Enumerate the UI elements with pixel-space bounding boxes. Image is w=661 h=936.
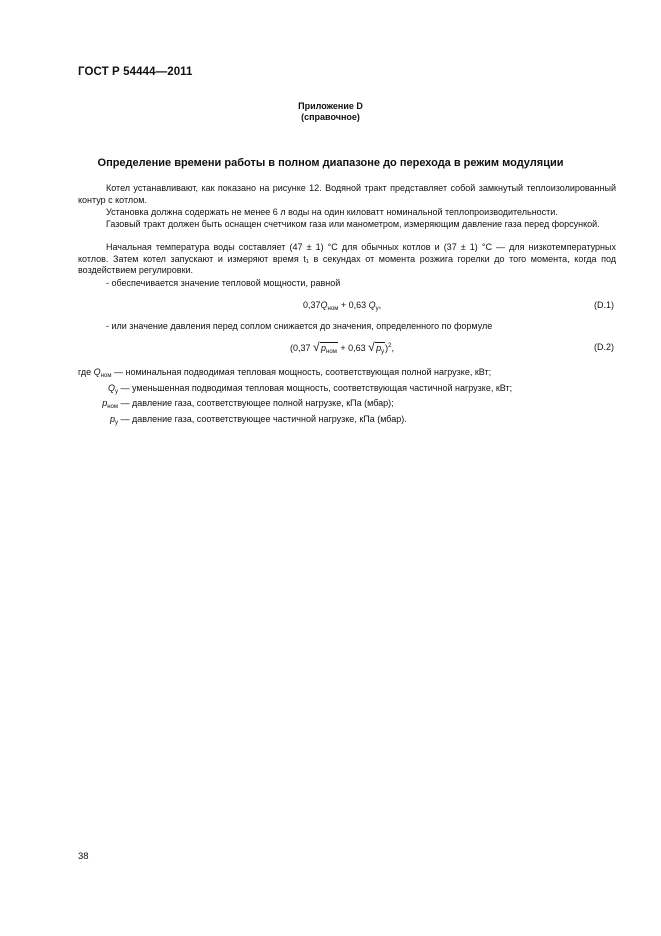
where-symbol: p	[102, 398, 108, 409]
where-subscript: ном	[100, 373, 112, 379]
where-symbol: p	[109, 413, 115, 424]
formula-d2-end: ,	[391, 343, 395, 353]
formula-d2-close: )	[385, 343, 389, 353]
formula-d1-q1: Q	[320, 300, 328, 310]
where-prefix: где	[78, 367, 92, 377]
section-title: Определение времени работы в полном диапазоне до перехода в режим модуляции	[97, 157, 564, 169]
paragraph-1	[78, 183, 616, 206]
formula-d2-open: (0,37	[290, 343, 311, 353]
where-text: — номинальная подводимая тепловая мощность, соответствующая полной нагрузке, кВт;	[113, 367, 492, 377]
bullet-1-text: - обеспечивается значение тепловой мощности, равной	[106, 278, 341, 288]
formula-d2-p1: p	[321, 343, 327, 353]
formula-d1-end: ,	[378, 300, 382, 310]
where-item	[78, 367, 512, 383]
formula-d1-sub1: ном	[327, 306, 339, 312]
formula-d1	[303, 300, 381, 312]
bullet-2	[78, 321, 616, 333]
page-number: 38	[78, 851, 89, 862]
where-text: — давление газа, соответствующее полной нагрузке, кПа (мбар);	[120, 398, 394, 409]
formula-d1-coef-b: + 0,63	[338, 300, 367, 310]
paragraph-2-text: Установка должна содержать не менее 6 л воды на один киловатт номинальной теплопроизводительности.	[106, 207, 558, 217]
where-text: — давление газа, соответствующее частичной нагрузке, кПа (мбар).	[120, 413, 407, 424]
paragraph-3-text: Газовый тракт должен быть оснащен счетчиком газа или манометром, измеряющим давление газа перед форсункой.	[106, 219, 600, 229]
annex-type: (справочное)	[301, 112, 360, 122]
document-header: ГОСТ Р 54444—2011	[78, 66, 193, 78]
formula-d2-sub1: ном	[326, 349, 337, 355]
paragraph-4-text: Начальная температура воды составляет (47 ± 1) °С для обычных котлов и (37 ± 1) °С — для низкотемпературных котлов. Затем котел запускают и измеряют время t₁ в секундах от момента розжига горелки до того момента, когда под воздействием регулировки.	[78, 242, 616, 276]
formula-d1-sub2: у	[375, 306, 379, 312]
where-text: — уменьшенная подводимая тепловая мощность, соответствующая частичной нагрузке, кВт;	[120, 382, 513, 393]
paragraph-1-text: Котел устанавливают, как показано на рисунке 12. Водяной тракт представляет собой замкнутый теплоизолированный контур с котлом.	[78, 183, 616, 205]
formula-d1-number: (D.1)	[594, 300, 614, 310]
where-subscript: у	[115, 388, 118, 395]
sqrt-sign: √ $p_{ном}$	[313, 340, 337, 355]
bullet-1	[78, 278, 616, 290]
where-subscript: ном	[107, 404, 118, 411]
sqrt-sign: √ $p_у$	[368, 340, 385, 355]
formula-d2-number: (D.2)	[594, 342, 614, 352]
where-subscript: у	[115, 419, 118, 426]
paragraph-2	[78, 207, 616, 219]
formula-d1-q2: Q	[368, 300, 376, 310]
where-list	[78, 367, 512, 429]
where-item	[78, 383, 512, 399]
where-item	[78, 414, 512, 430]
where-symbol: Q	[93, 367, 101, 377]
paragraph-3	[78, 219, 616, 231]
formula-d1-coef-a: 0,37	[303, 300, 321, 310]
formula-d2	[290, 342, 394, 355]
formula-d2-p2: p	[376, 343, 382, 353]
formula-d2-sub2: у	[381, 349, 385, 355]
annex-title: Приложение D	[298, 101, 363, 111]
formula-d2-mid: + 0,63	[340, 343, 366, 353]
paragraph-4	[78, 242, 616, 277]
where-item	[78, 398, 512, 414]
formula-d2-exp: 2	[388, 343, 392, 349]
where-symbol: Q	[107, 382, 115, 393]
bullet-2-text: - или значение давления перед соплом снижается до значения, определенного по формуле	[106, 321, 493, 331]
